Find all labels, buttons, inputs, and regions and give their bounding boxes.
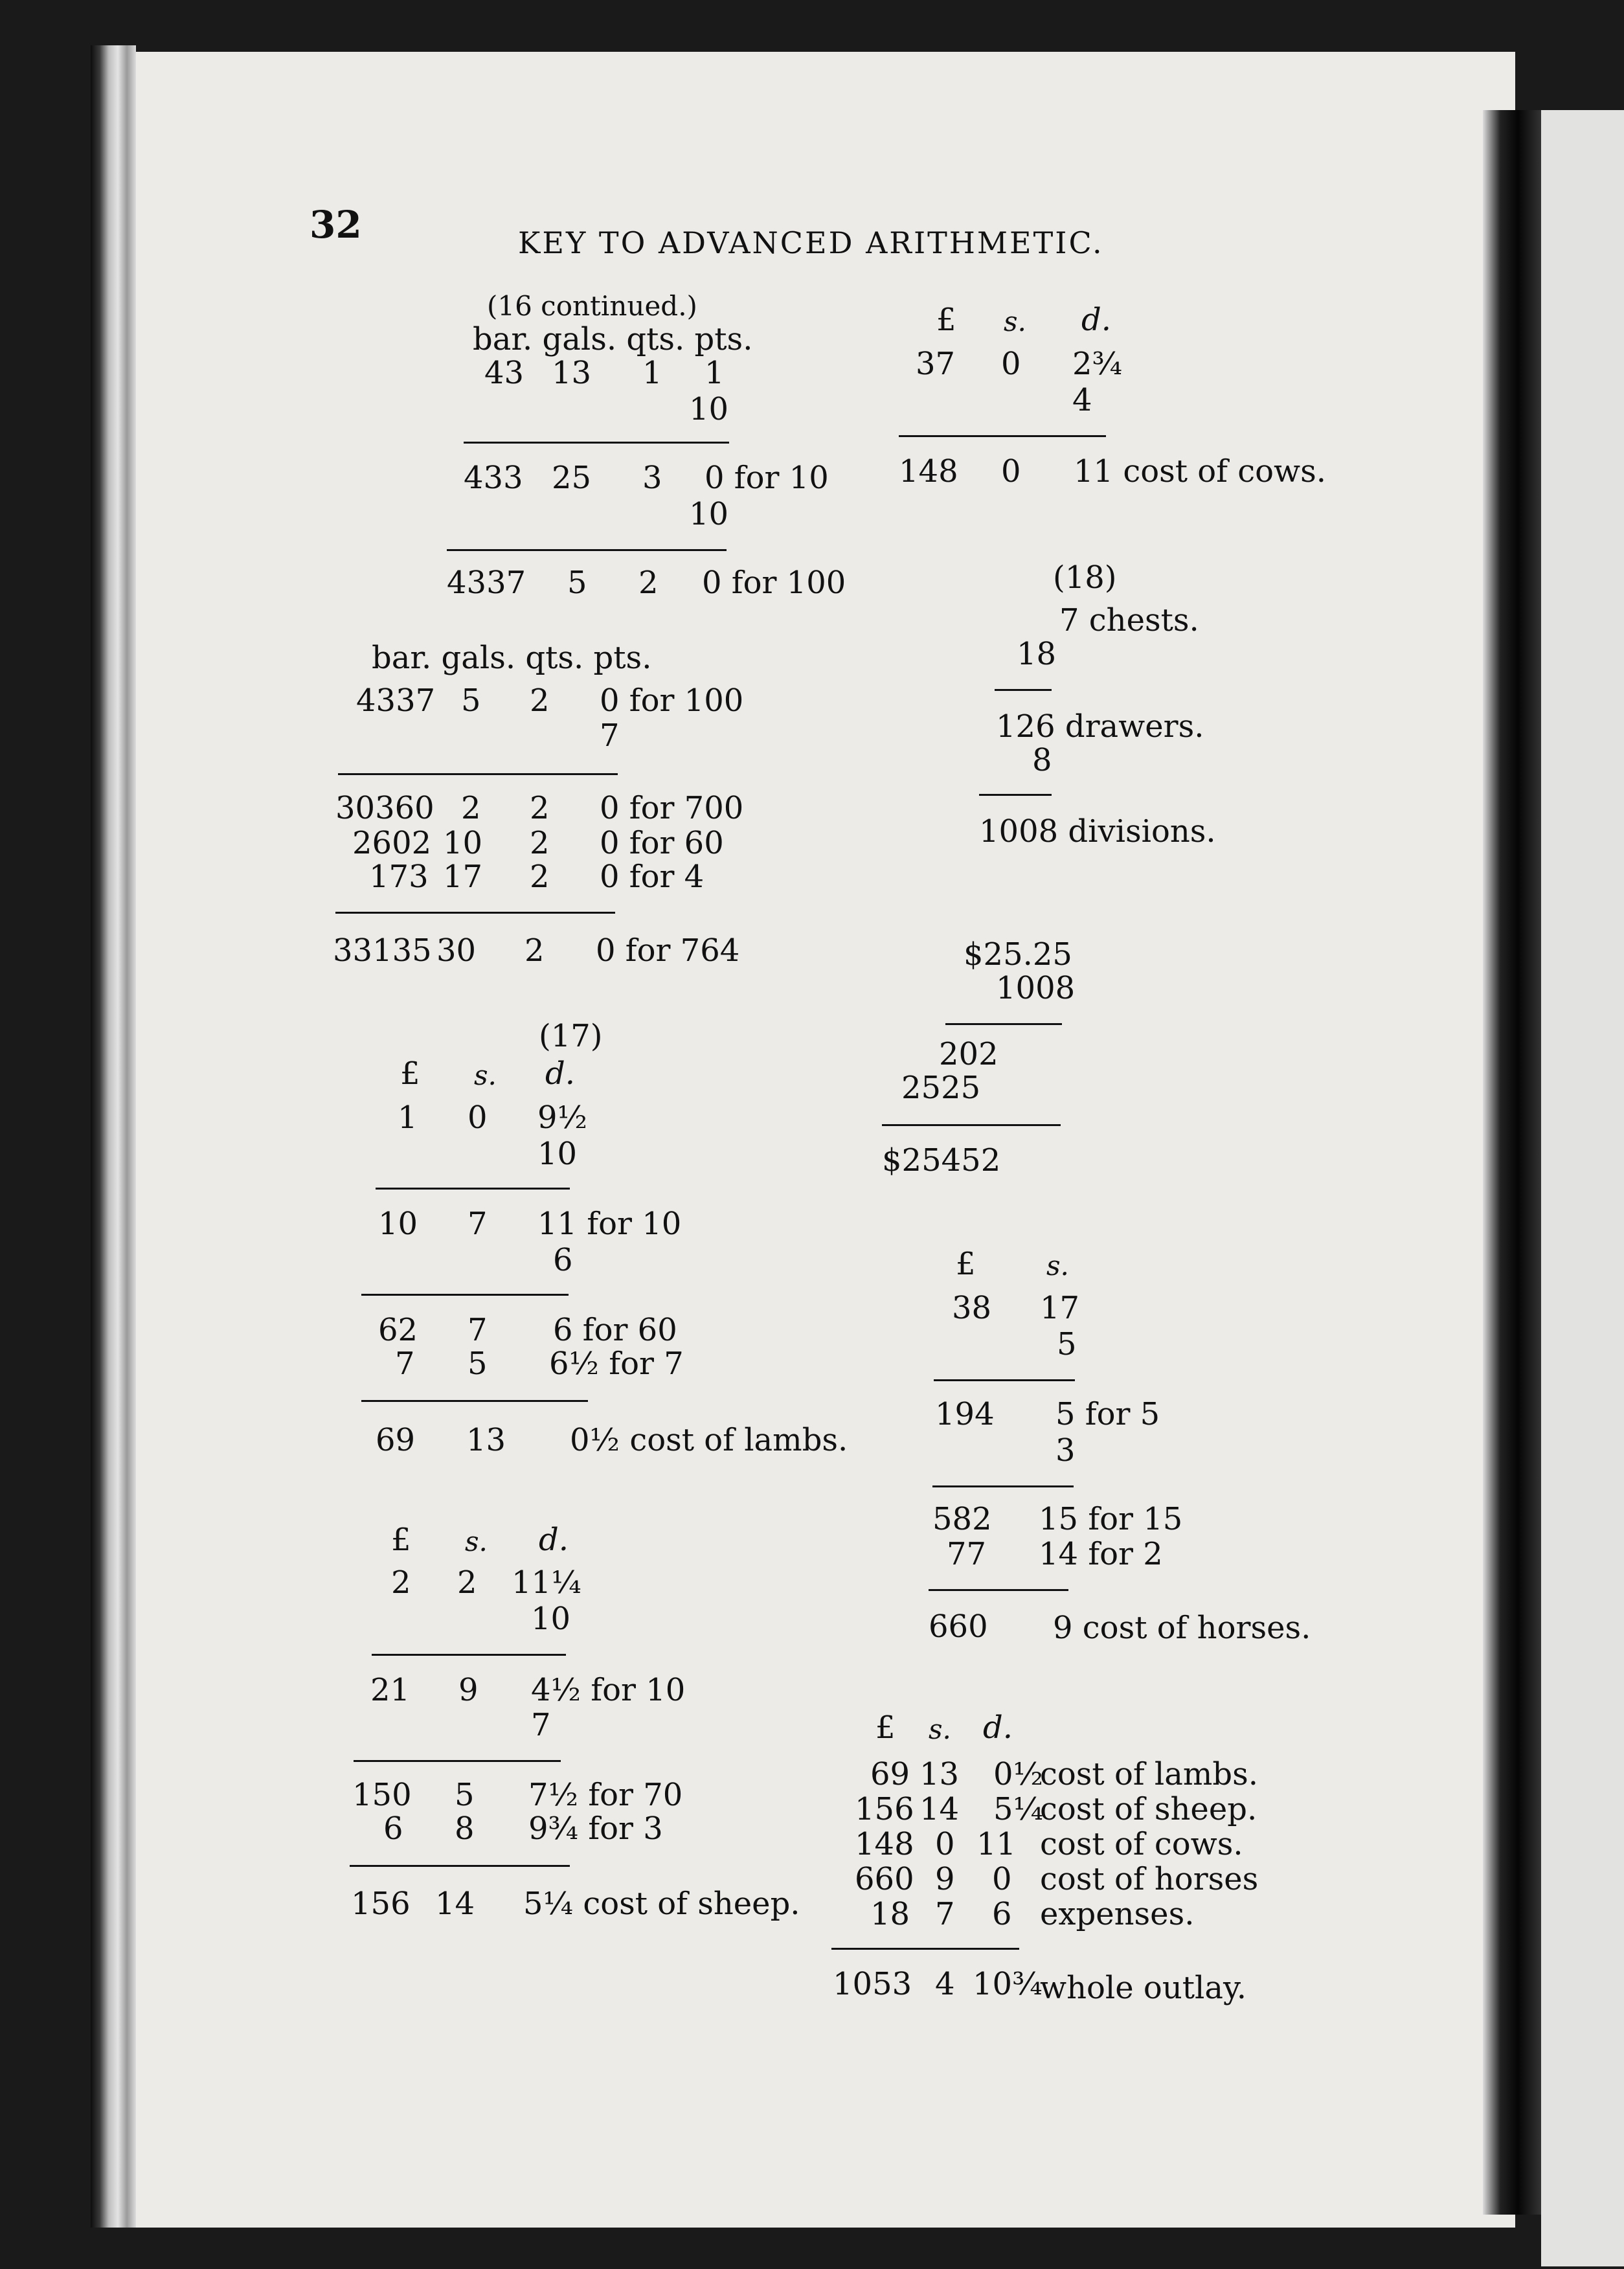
cell: 4337: [356, 683, 436, 719]
sum-rule: [995, 689, 1052, 691]
column-header: £: [936, 302, 956, 338]
column-header: d.: [539, 1522, 569, 1558]
cell: 0: [935, 1826, 955, 1862]
cell: 11¼: [512, 1564, 581, 1601]
cell: 0½ cost of lambs.: [570, 1422, 848, 1458]
column-header: d.: [545, 1055, 575, 1092]
cell: 10: [378, 1206, 418, 1242]
problem-16-note: (16 continued.): [487, 290, 697, 322]
cell: 2: [638, 565, 659, 601]
cell: 7: [395, 1346, 415, 1382]
column-header: s.: [474, 1059, 497, 1091]
column-header: £: [391, 1522, 411, 1558]
cell: 11 for 10: [537, 1206, 682, 1242]
cell: 660: [855, 1861, 914, 1897]
column-header: £: [400, 1055, 420, 1092]
cell: cost of lambs.: [1040, 1756, 1258, 1792]
cell: 433: [464, 460, 523, 496]
sum-rule: [354, 1760, 561, 1762]
sum-rule: [361, 1400, 588, 1402]
line: 7 chests.: [1059, 602, 1199, 638]
cell: 62: [378, 1312, 418, 1348]
cell: 13: [466, 1422, 506, 1458]
cell: 9: [935, 1861, 955, 1897]
cell: 0 for 4: [600, 859, 705, 895]
cell: 0 for 700: [600, 790, 744, 826]
cell: 0 for 10: [705, 460, 829, 496]
column-header: s.: [1004, 306, 1026, 337]
cell: 5¼ cost of sheep.: [523, 1886, 800, 1922]
multiplier: 7: [600, 717, 620, 754]
cell: 2: [524, 932, 545, 969]
cell: 5: [468, 1346, 488, 1382]
line: $25452: [882, 1142, 1001, 1179]
line: 1008 divisions.: [979, 813, 1216, 850]
cell: 0: [1001, 346, 1021, 382]
multiplier: 7: [531, 1707, 551, 1743]
cell: 2: [457, 1564, 477, 1601]
multiplier: 5: [1057, 1326, 1077, 1362]
page-number: 32: [310, 203, 362, 247]
cell: 156: [855, 1791, 914, 1827]
multiplier: 6: [553, 1242, 573, 1278]
cell: 156: [351, 1886, 411, 1922]
cell: 11: [976, 1826, 1017, 1862]
multiplier: 3: [1055, 1432, 1076, 1469]
sum-rule: [376, 1188, 570, 1190]
cell: 17: [443, 859, 483, 895]
sum-rule: [464, 442, 729, 444]
cell: 5¼: [993, 1791, 1044, 1827]
cell: 14: [919, 1791, 960, 1827]
cell: 30: [436, 932, 477, 969]
cell: 6: [992, 1896, 1012, 1932]
cell: cost of sheep.: [1040, 1791, 1257, 1827]
cell: 0 for 60: [600, 825, 724, 861]
cell: 77: [947, 1536, 987, 1572]
sum-rule: [335, 912, 615, 914]
cell: 0: [1001, 453, 1021, 490]
cell: 2: [530, 859, 550, 895]
cell: 2602: [352, 825, 432, 861]
cell: 7: [935, 1896, 955, 1932]
cell: 10¾: [973, 1966, 1043, 2002]
cell: 1053: [833, 1966, 912, 2002]
line: 2525: [901, 1070, 981, 1106]
sum-rule: [350, 1865, 570, 1867]
cell: 148: [855, 1826, 914, 1862]
sum-rule: [882, 1124, 1061, 1126]
cell: 7: [468, 1312, 488, 1348]
cell: 13: [919, 1756, 960, 1792]
cell: 1: [705, 355, 725, 391]
cell: 10: [443, 825, 483, 861]
cell: 9 cost of horses.: [1053, 1610, 1311, 1646]
cell: 9½: [537, 1100, 588, 1136]
sum-rule: [372, 1654, 566, 1656]
sum-rule: [338, 773, 618, 775]
cell: 0 for 100: [702, 565, 846, 601]
sum-rule: [932, 1485, 1074, 1487]
cell: cost of cows.: [1040, 1826, 1243, 1862]
problem-number: (18): [1053, 559, 1117, 596]
column-header-units: bar. gals. qts. pts.: [372, 640, 652, 676]
cell: 1: [642, 355, 662, 391]
line: 126 drawers.: [996, 708, 1204, 745]
column-header: s.: [465, 1526, 488, 1557]
cell: 11 cost of cows.: [1074, 453, 1326, 490]
cell: 5: [455, 1777, 475, 1813]
line: $25.25: [964, 936, 1072, 973]
cell: 3: [642, 460, 662, 496]
problem-number: (17): [539, 1018, 603, 1054]
cell: 5 for 5: [1055, 1396, 1160, 1432]
page-title: KEY TO ADVANCED ARITHMETIC.: [518, 225, 1104, 260]
cell: 4337: [447, 565, 526, 601]
cell: expenses.: [1040, 1896, 1195, 1932]
cell: 7: [468, 1206, 488, 1242]
multiplier: 10: [531, 1601, 571, 1637]
cell: 1: [398, 1100, 418, 1136]
cell: 15 for 15: [1039, 1501, 1183, 1537]
cell: 2: [461, 790, 481, 826]
multiplier: 10: [537, 1136, 578, 1172]
cell: 582: [932, 1501, 992, 1537]
column-header: £: [875, 1710, 896, 1746]
cell: 2: [530, 790, 550, 826]
cell: 0: [992, 1861, 1012, 1897]
cell: 2: [530, 825, 550, 861]
cell: 69: [376, 1422, 416, 1458]
column-header: s.: [929, 1713, 951, 1745]
cell: 7½ for 70: [528, 1777, 683, 1813]
sum-rule: [831, 1948, 1019, 1950]
cell: 17: [1040, 1290, 1080, 1326]
cell: 18: [870, 1896, 910, 1932]
cell: 0 for 100: [600, 683, 744, 719]
multiplier: 18: [1017, 636, 1057, 672]
cell: 38: [952, 1290, 992, 1326]
cell: 4: [935, 1966, 955, 2002]
cell: 6½ for 7: [549, 1346, 684, 1382]
cell: 150: [352, 1777, 412, 1813]
cell: 5: [461, 683, 481, 719]
cell: 6: [383, 1811, 403, 1847]
sum-rule: [899, 435, 1106, 437]
cell: 4½ for 10: [531, 1672, 686, 1708]
cell: 2: [391, 1564, 411, 1601]
cell: 6 for 60: [553, 1312, 677, 1348]
cell: cost of horses: [1040, 1861, 1259, 1897]
column-header: d.: [983, 1710, 1013, 1746]
cell: 9: [458, 1672, 479, 1708]
cell: 0 for 764: [596, 932, 740, 969]
multiplier: 8: [1032, 742, 1052, 778]
cell: 25: [552, 460, 592, 496]
cell: 660: [929, 1609, 988, 1645]
column-header: s.: [1046, 1250, 1069, 1281]
multiplier: 10: [689, 496, 729, 532]
sum-rule: [979, 794, 1052, 796]
cell: 43: [484, 355, 524, 391]
cell: 69: [870, 1756, 910, 1792]
cell: 194: [935, 1396, 995, 1432]
cell: 0½: [993, 1756, 1044, 1792]
cell: 2¾: [1072, 346, 1123, 382]
cell: 13: [552, 355, 592, 391]
sum-rule: [447, 549, 727, 551]
cell: 14: [435, 1886, 475, 1922]
cell: 173: [369, 859, 429, 895]
multiplier: 10: [689, 391, 729, 427]
multiplier: 4: [1072, 382, 1092, 418]
column-header: £: [956, 1246, 976, 1282]
sum-rule: [361, 1294, 569, 1296]
column-header: d.: [1081, 302, 1111, 338]
cell: 5: [567, 565, 587, 601]
sum-rule: [929, 1589, 1068, 1591]
cell: 30360: [335, 790, 434, 826]
sum-rule: [934, 1379, 1075, 1381]
sum-rule: [945, 1023, 1062, 1025]
cell: 33135: [333, 932, 432, 969]
cell: 37: [916, 346, 956, 382]
line: 1008: [996, 970, 1076, 1006]
column-header-units: bar. gals. qts. pts.: [473, 321, 753, 357]
cell: 14 for 2: [1039, 1536, 1163, 1572]
line: 202: [939, 1036, 998, 1072]
cell: 148: [899, 453, 958, 490]
cell: 2: [530, 683, 550, 719]
cell: whole outlay.: [1040, 1970, 1246, 2006]
cell: 0: [468, 1100, 488, 1136]
cell: 9¾ for 3: [528, 1811, 663, 1847]
cell: 21: [370, 1672, 411, 1708]
cell: 8: [455, 1811, 475, 1847]
